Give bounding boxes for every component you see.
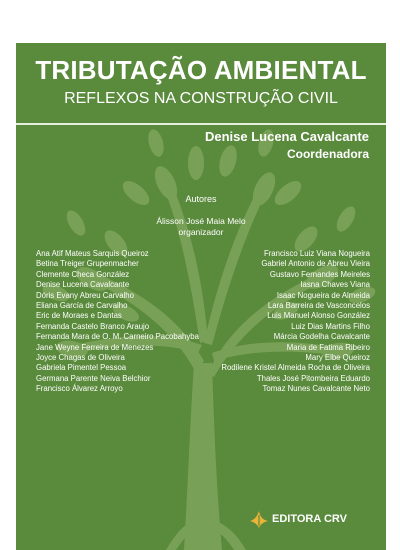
author-name: Eliana García de Carvalho: [36, 301, 128, 311]
author-name: Luis Manuel Alonso González: [267, 311, 370, 321]
organizer-name: Álisson José Maia Melo: [156, 216, 246, 226]
author-name: Lara Barreira de Vasconcelos: [267, 301, 370, 311]
authors-label: Autores: [185, 194, 217, 204]
author-name: Germana Parente Neiva Belchior: [36, 373, 151, 383]
authors-right-column: [221, 249, 370, 395]
author-name: Iasna Chaves Viana: [300, 280, 370, 290]
author-name: Fernanda Castelo Branco Araujo: [36, 321, 150, 331]
author-name: Clemente Checa González: [36, 269, 130, 279]
author-name: Dóris Evany Abreu Carvalho: [36, 290, 134, 300]
book-cover: [16, 43, 386, 550]
coordinator-role: Coordenadora: [286, 147, 369, 161]
book-subtitle: REFLEXOS NA CONSTRUÇÃO CIVIL: [64, 90, 338, 107]
author-name: Francisco Álvarez Arroyo: [36, 384, 123, 394]
author-name: Gabriel Antonio de Abreu Vieira: [261, 259, 370, 269]
publisher-name: EDITORA CRV: [272, 513, 347, 525]
organizer-role: organizador: [178, 227, 224, 237]
crv-logo-icon: [248, 509, 270, 529]
author-name: Betina Treiger Grupenmacher: [36, 259, 139, 269]
author-name: Jane Weyne Ferreira de Menezes: [36, 342, 154, 352]
author-name: Isaac Nogueira de Almeida: [276, 290, 370, 300]
author-name: Eric de Moraes e Dantas: [36, 311, 122, 321]
author-name: Tomaz Nunes Cavalcante Neto: [262, 384, 370, 394]
author-name: Francisco Luiz Viana Nogueira: [263, 249, 370, 258]
author-name: Denise Lucena Cavalcante: [36, 280, 130, 290]
author-name: Maria de Fatima Ribeiro: [286, 342, 370, 352]
author-name: Márcia Godelha Cavalcante: [273, 332, 370, 342]
author-name: Gustavo Fernandes Meireles: [269, 269, 370, 279]
author-name: Rodilene Kristel Almeida Rocha de Oliveira: [221, 363, 370, 373]
author-name: Mary Elbe Queiroz: [305, 353, 370, 363]
title-band: [16, 43, 386, 125]
author-name: Ana Atif Mateus Sarquis Queiroz: [36, 249, 149, 258]
book-title: TRIBUTAÇÃO AMBIENTAL: [35, 55, 367, 85]
author-name: Joyce Chagas de Oliveira: [36, 353, 125, 363]
coordinator-name: Denise Lucena Cavalcante: [204, 129, 369, 144]
author-name: Thales José Pitombeira Eduardo: [256, 373, 370, 383]
author-name: Luiz Dias Martins Filho: [291, 321, 370, 331]
author-name: Gabriela Pimentel Pessoa: [36, 363, 127, 373]
authors-left-column: [36, 249, 199, 395]
author-name: Fernanda Mara de O. M. Carneiro Pacobahyba: [36, 332, 199, 342]
